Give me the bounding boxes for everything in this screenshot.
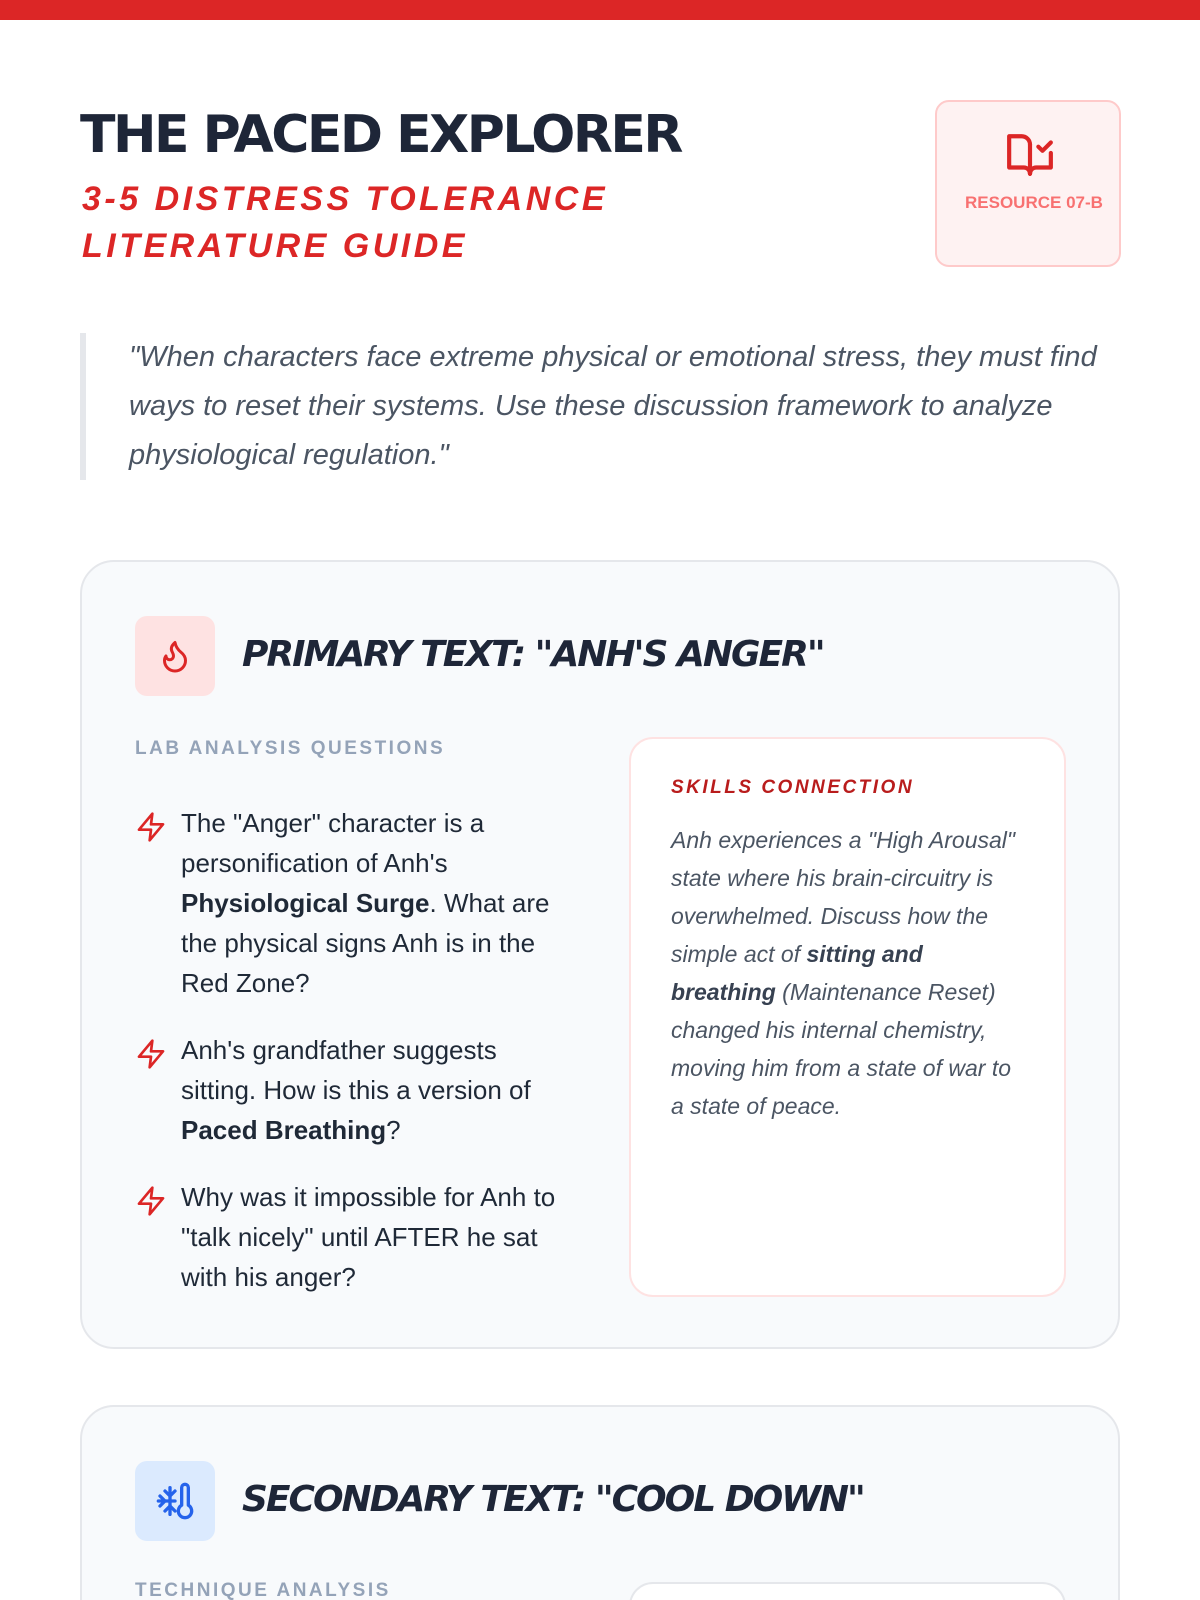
lightning-bolt-icon xyxy=(135,1185,167,1217)
question-text: ? xyxy=(386,1115,401,1145)
skills-connection-title: SKILLS CONNECTION xyxy=(671,777,915,798)
lightning-bolt-icon xyxy=(135,811,167,843)
list-item xyxy=(135,803,575,1003)
question-text: The "Anger" character is a personification of Anh's xyxy=(181,808,485,878)
page-subtitle: 3-5 DISTRESS TOLERANCE LITERATURE GUIDE xyxy=(82,180,609,265)
question-emphasis: Physiological Surge xyxy=(181,888,430,918)
list-item xyxy=(135,1177,575,1297)
top-accent-bar xyxy=(0,0,1200,20)
resource-badge xyxy=(935,100,1121,267)
book-open-check-icon xyxy=(1003,130,1057,180)
skills-text-part: (Maintenance Reset) changed his internal chemistry, moving him from a state of war to a state of peace. xyxy=(671,979,1012,1119)
flame-icon xyxy=(157,638,193,674)
question-text: Anh's grandfather suggests sitting. How is this a version of xyxy=(181,1035,531,1105)
page-title: THE PACED EXPLORER xyxy=(80,105,681,165)
resource-label: RESOURCE 07-B xyxy=(965,193,1103,212)
secondary-card-title: SECONDARY TEXT: "COOL DOWN" xyxy=(242,1479,864,1520)
primary-icon-tile xyxy=(135,616,215,696)
intro-quote xyxy=(80,333,1120,480)
technique-box xyxy=(629,1582,1066,1600)
skills-emphasis: sitting and breathing xyxy=(671,941,923,1005)
question-text: Why was it impossible for Anh to "talk nicely" until AFTER he sat with his anger? xyxy=(181,1182,556,1292)
lab-questions-list xyxy=(135,803,575,1324)
thermometer-snowflake-icon xyxy=(155,1481,195,1521)
list-item xyxy=(135,1030,575,1150)
primary-text-card xyxy=(80,560,1120,1349)
page-header xyxy=(80,100,1120,270)
skills-text-part: Anh experiences a "High Arousal" state where his brain-circuitry is overwhelmed. Discuss how the simple act of xyxy=(671,827,1016,967)
primary-card-title: PRIMARY TEXT: "ANH'S ANGER" xyxy=(242,634,824,675)
intro-quote-text: "When characters face extreme physical or emotional stress, they must find ways to reset their systems. Use these discussion framework to analyze physiological regulation." xyxy=(129,341,1097,471)
lightning-bolt-icon xyxy=(135,1038,167,1070)
skills-connection-box xyxy=(629,737,1066,1297)
secondary-icon-tile xyxy=(135,1461,215,1541)
question-text: . What are the physical signs Anh is in the Red Zone? xyxy=(181,888,550,998)
secondary-text-card xyxy=(80,1405,1120,1600)
question-emphasis: Paced Breathing xyxy=(181,1115,387,1145)
technique-analysis-label: TECHNIQUE ANALYSIS xyxy=(135,1580,391,1600)
skills-connection-text xyxy=(671,821,1024,1125)
lab-questions-label: LAB ANALYSIS QUESTIONS xyxy=(135,738,446,759)
